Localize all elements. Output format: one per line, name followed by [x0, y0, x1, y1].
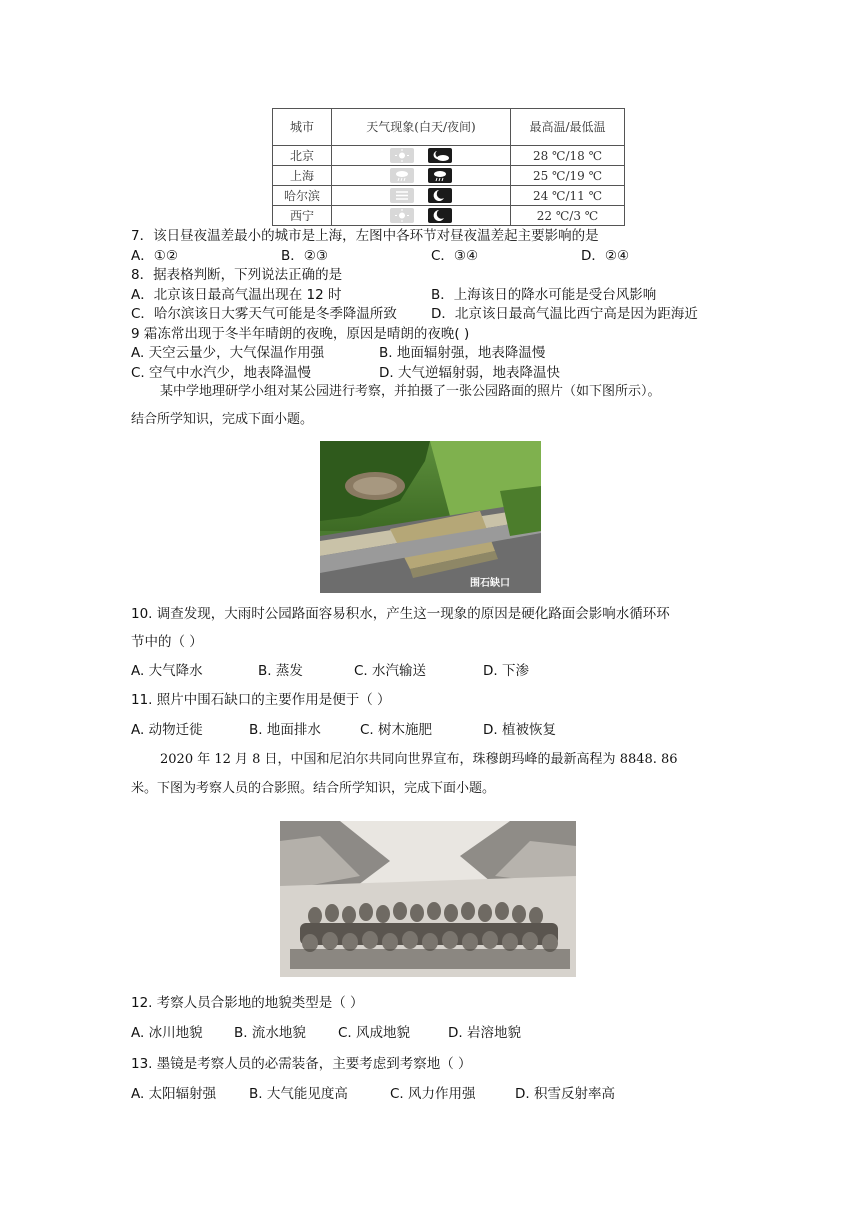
table-header-row: [273, 109, 625, 146]
cloudy-night-icon: [428, 148, 452, 163]
q11-option-b[interactable]: B. 地面排水: [249, 722, 321, 738]
fog-icon: [390, 188, 414, 203]
table-row: [273, 186, 625, 206]
expedition-team-photo: [280, 821, 576, 977]
q8-option-c[interactable]: C．哈尔滨该日大雾天气可能是冬季降温所致: [131, 306, 397, 322]
header-weather: 天气现象(白天/夜间): [332, 109, 511, 146]
q7-option-c[interactable]: C．③④: [431, 248, 479, 264]
temperature-cell: 22 ℃/3 ℃: [511, 206, 625, 226]
intro-1-line-1: 某中学地理研学小组对某公园进行考察，并拍摄了一张公园路面的照片（如下图所示）。: [160, 384, 661, 399]
q13-option-c[interactable]: C. 风力作用强: [390, 1086, 476, 1102]
moon-icon: [428, 208, 452, 223]
intro-1-line-2: 结合所学知识，完成下面小题。: [131, 412, 314, 427]
q13-option-a[interactable]: A. 太阳辐射强: [131, 1086, 217, 1102]
q10-option-a[interactable]: A. 大气降水: [131, 663, 203, 679]
q9-option-d[interactable]: D. 大气逆辐射弱，地表降温快: [379, 365, 560, 381]
q7-option-b[interactable]: B．②③: [281, 248, 328, 264]
weather-table: [272, 108, 625, 226]
q11-option-a[interactable]: A. 动物迁徙: [131, 722, 203, 738]
q8-option-b[interactable]: B．上海该日的降水可能是受台风影响: [431, 287, 657, 303]
header-city: 城市: [273, 109, 332, 146]
q9-option-c[interactable]: C. 空气中水汽少，地表降温慢: [131, 365, 312, 381]
question-13-stem: 13. 墨镜是考察人员的必需装备，主要考虑到考察地（ ）: [131, 1056, 472, 1072]
question-8-stem: 8．据表格判断，下列说法正确的是: [131, 267, 343, 283]
intro-2-line-1: 2020 年 12 月 8 日，中国和尼泊尔共同向世界宣布，珠穆朗玛峰的最新高程为 8848. 86: [160, 752, 678, 767]
weather-cell: [332, 206, 511, 226]
q11-option-d[interactable]: D. 植被恢复: [483, 722, 556, 738]
temperature-cell: 25 ℃/19 ℃: [511, 166, 625, 186]
rain-cloud-icon: [390, 168, 414, 183]
city-cell: 上海: [273, 166, 332, 186]
q8-option-a[interactable]: A．北京该日最高气温出现在 12 时: [131, 287, 342, 303]
table-row: [273, 146, 625, 166]
q9-option-a[interactable]: A. 天空云量少，大气保温作用强: [131, 345, 325, 361]
q12-option-a[interactable]: A. 冰川地貌: [131, 1025, 203, 1041]
moon-icon: [428, 188, 452, 203]
table-row: [273, 206, 625, 226]
q12-option-c[interactable]: C. 风成地貌: [338, 1025, 411, 1041]
weather-cell: [332, 146, 511, 166]
q7-option-a[interactable]: A．①②: [131, 248, 178, 264]
question-11-stem: 11. 照片中围石缺口的主要作用是便于（ ）: [131, 692, 391, 708]
q10-option-b[interactable]: B. 蒸发: [258, 663, 303, 679]
q13-option-d[interactable]: D. 积雪反射率高: [515, 1086, 615, 1102]
intro-2-line-2: 米。下图为考察人员的合影照。结合所学知识，完成下面小题。: [131, 781, 496, 796]
question-10-line-2: 节中的（ ）: [131, 634, 203, 650]
table-row: [273, 166, 625, 186]
park-road-photo: [320, 441, 541, 593]
question-12-stem: 12. 考察人员合影地的地貌类型是（ ）: [131, 995, 364, 1011]
sun-icon: [390, 208, 414, 223]
question-7-stem: 7．该日昼夜温差最小的城市是上海，左图中各环节对昼夜温差起主要影响的是: [131, 228, 599, 244]
weather-cell: [332, 166, 511, 186]
temperature-cell: 28 ℃/18 ℃: [511, 146, 625, 166]
photo-caption-weir-gap: 围石缺口: [470, 578, 510, 589]
header-temperature: 最高温/最低温: [511, 109, 625, 146]
sun-icon: [390, 148, 414, 163]
q10-option-c[interactable]: C. 水汽输送: [354, 663, 427, 679]
city-cell: 北京: [273, 146, 332, 166]
q8-option-d[interactable]: D．北京该日最高气温比西宁高是因为距海近: [431, 306, 698, 322]
q7-option-d[interactable]: D．②④: [581, 248, 630, 264]
weather-cell: [332, 186, 511, 206]
city-cell: 西宁: [273, 206, 332, 226]
rain-cloud-icon: [428, 168, 452, 183]
q13-option-b[interactable]: B. 大气能见度高: [249, 1086, 348, 1102]
q10-option-d[interactable]: D. 下渗: [483, 663, 529, 679]
city-cell: 哈尔滨: [273, 186, 332, 206]
temperature-cell: 24 ℃/11 ℃: [511, 186, 625, 206]
q12-option-d[interactable]: D. 岩溶地貌: [448, 1025, 521, 1041]
question-10-line-1: 10. 调查发现，大雨时公园路面容易积水，产生这一现象的原因是硬化路面会影响水循环环: [131, 606, 670, 622]
q9-option-b[interactable]: B. 地面辐射强，地表降温慢: [379, 345, 546, 361]
question-9-stem: 9 霜冻常出现于冬半年晴朗的夜晚，原因是晴朗的夜晚( ): [131, 326, 470, 342]
q11-option-c[interactable]: C. 树木施肥: [360, 722, 433, 738]
q12-option-b[interactable]: B. 流水地貌: [234, 1025, 306, 1041]
